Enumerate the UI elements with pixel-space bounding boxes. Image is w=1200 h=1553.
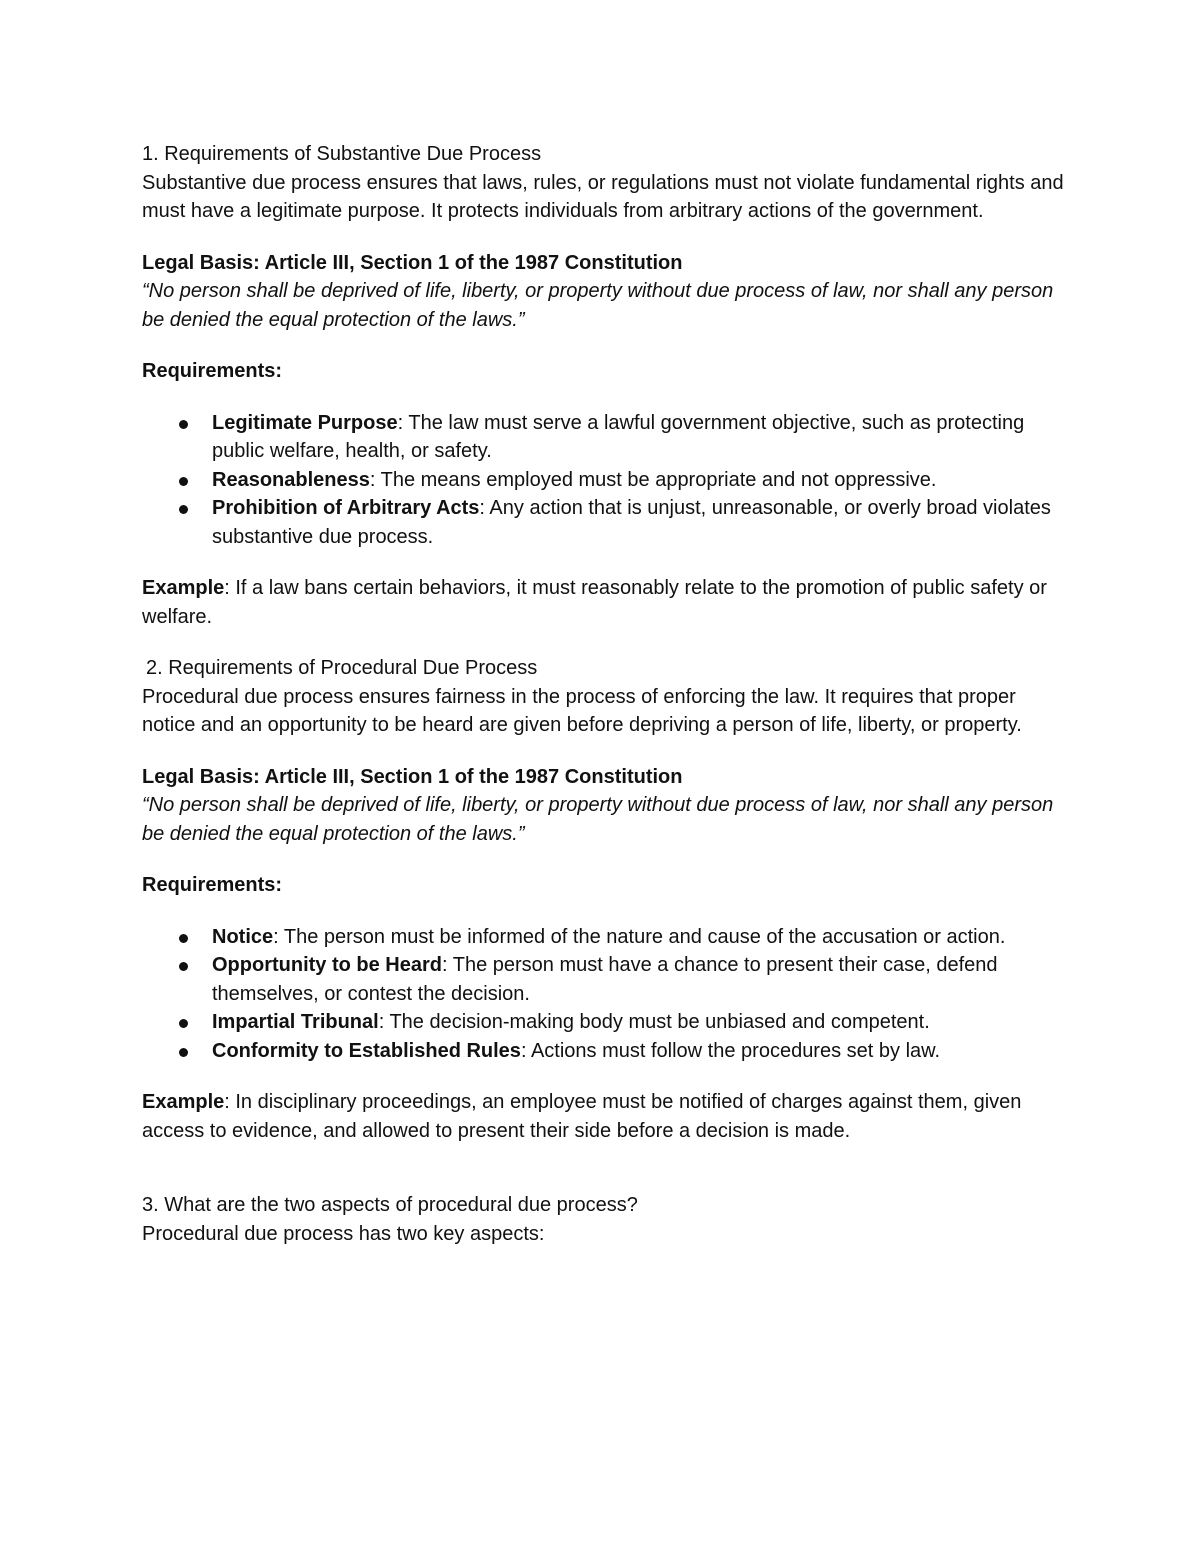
requirement-text: : The law must serve a lawful government objective, such as protecting public welfare, health, or safety.: [212, 411, 1025, 462]
example-text: : If a law bans certain behaviors, it must reasonably relate to the promotion of public safety or welfare.: [142, 577, 1047, 628]
section1-requirements-list: [142, 409, 1072, 552]
requirement-term: Prohibition of Arbitrary Acts: [212, 497, 480, 519]
section2-requirements-list: [142, 923, 1072, 1066]
section2-requirements-label: Requirements:: [142, 874, 283, 896]
section1-example: [142, 574, 1072, 631]
section1-intro: Substantive due process ensures that laws, rules, or regulations must not violate fundamental rights and must have a legitimate purpose. It protects individuals from arbitrary actions of the government.: [142, 171, 1064, 222]
list-item: [142, 1037, 1072, 1066]
section1-legal-basis: Legal Basis: Article III, Section 1 of the 1987 Constitution: [142, 251, 683, 274]
example-label: Example: [142, 1091, 225, 1113]
requirement-term: Reasonableness: [212, 468, 370, 491]
requirement-text: : The person must be informed of the nature and cause of the accusation or action.: [273, 925, 1006, 948]
requirement-term: Notice: [212, 925, 274, 948]
requirement-text: : The means employed must be appropriate and not oppressive.: [369, 468, 937, 491]
list-item: [142, 1008, 1072, 1037]
requirement-text: : Any action that is unjust, unreasonable, or overly broad violates substantive due process.: [212, 497, 1051, 548]
section2-quote: “No person shall be deprived of life, liberty, or property without due process of law, nor shall any person be denied the equal protection of the laws.”: [142, 794, 1054, 845]
requirement-term: Legitimate Purpose: [212, 411, 398, 434]
requirement-term: Impartial Tribunal: [212, 1011, 379, 1033]
section2-heading: 2. Requirements of Procedural Due Process: [146, 657, 538, 679]
section1-quote: “No person shall be deprived of life, liberty, or property without due process of law, nor shall any person be denied the equal protection of the laws.”: [142, 280, 1054, 331]
list-item: [142, 466, 1072, 495]
requirement-text: : The decision-making body must be unbiased and competent.: [378, 1011, 930, 1033]
requirement-term: Conformity to Established Rules: [212, 1039, 521, 1062]
requirement-text: : The person must have a chance to present their case, defend themselves, or contest the decision.: [212, 954, 998, 1005]
section2-legal-basis: Legal Basis: Article III, Section 1 of the 1987 Constitution: [142, 765, 683, 788]
list-item: [142, 494, 1072, 551]
requirement-text: : Actions must follow the procedures set by law.: [520, 1039, 941, 1062]
example-label: Example: [142, 577, 225, 599]
section3-intro: Procedural due process has two key aspects:: [142, 1222, 545, 1245]
section1-requirements-label: Requirements:: [142, 360, 283, 382]
section1-heading: 1. Requirements of Substantive Due Process: [142, 143, 542, 165]
section2-example: [142, 1088, 1072, 1145]
list-item: [142, 409, 1072, 466]
list-item: [142, 923, 1072, 952]
section3-heading: 3. What are the two aspects of procedural due process?: [142, 1194, 638, 1216]
list-item: [142, 951, 1072, 1008]
requirement-term: Opportunity to be Heard: [212, 954, 442, 976]
example-text: : In disciplinary proceedings, an employee must be notified of charges against them, given access to evidence, and allowed to present their side before a decision is made.: [142, 1091, 1022, 1142]
section2-intro: Procedural due process ensures fairness in the process of enforcing the law. It requires that proper notice and an opportunity to be heard are given before depriving a person of life, liberty, or property.: [142, 685, 1022, 736]
document-page: [142, 140, 1072, 1248]
